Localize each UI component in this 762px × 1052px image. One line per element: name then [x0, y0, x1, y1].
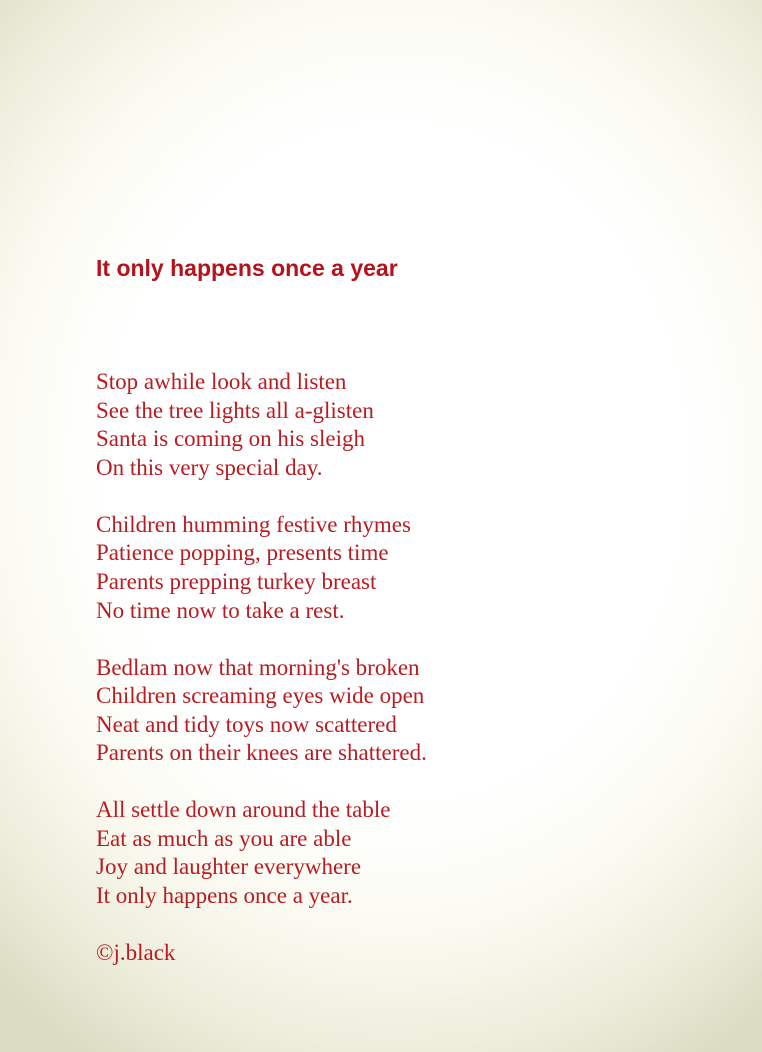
poem-line: Parents prepping turkey breast [96, 568, 377, 594]
poem-line: Children screaming eyes wide open [96, 683, 425, 709]
poem-line: Eat as much as you are able [96, 825, 352, 851]
stanza-2 [96, 511, 427, 625]
poem-body [96, 368, 427, 968]
poem-line: No time now to take a rest. [96, 597, 345, 623]
poem-line: Children humming festive rhymes [96, 511, 411, 537]
poem-line: Joy and laughter everywhere [96, 854, 362, 880]
poem-line: It only happens once a year. [96, 883, 353, 909]
poem-line: On this very special day. [96, 454, 323, 480]
poem-line: Stop awhile look and listen [96, 369, 347, 394]
poem-line: Parents on their knees are shattered. [96, 740, 427, 766]
stanza-1 [96, 368, 427, 482]
poem-title: It only happens once a year [96, 255, 398, 281]
poem-line: Neat and tidy toys now scattered [96, 711, 397, 737]
stanza-3 [96, 654, 427, 768]
author-signature: ©j.black [96, 940, 176, 966]
poem-line: Santa is coming on his sleigh [96, 426, 365, 452]
poem-line: Patience popping, presents time [96, 540, 389, 566]
stanza-4 [96, 796, 427, 910]
poem-line: Bedlam now that morning's broken [96, 654, 420, 680]
poem-line: All settle down around the table [96, 797, 391, 823]
poem-line: See the tree lights all a-glisten [96, 397, 374, 423]
